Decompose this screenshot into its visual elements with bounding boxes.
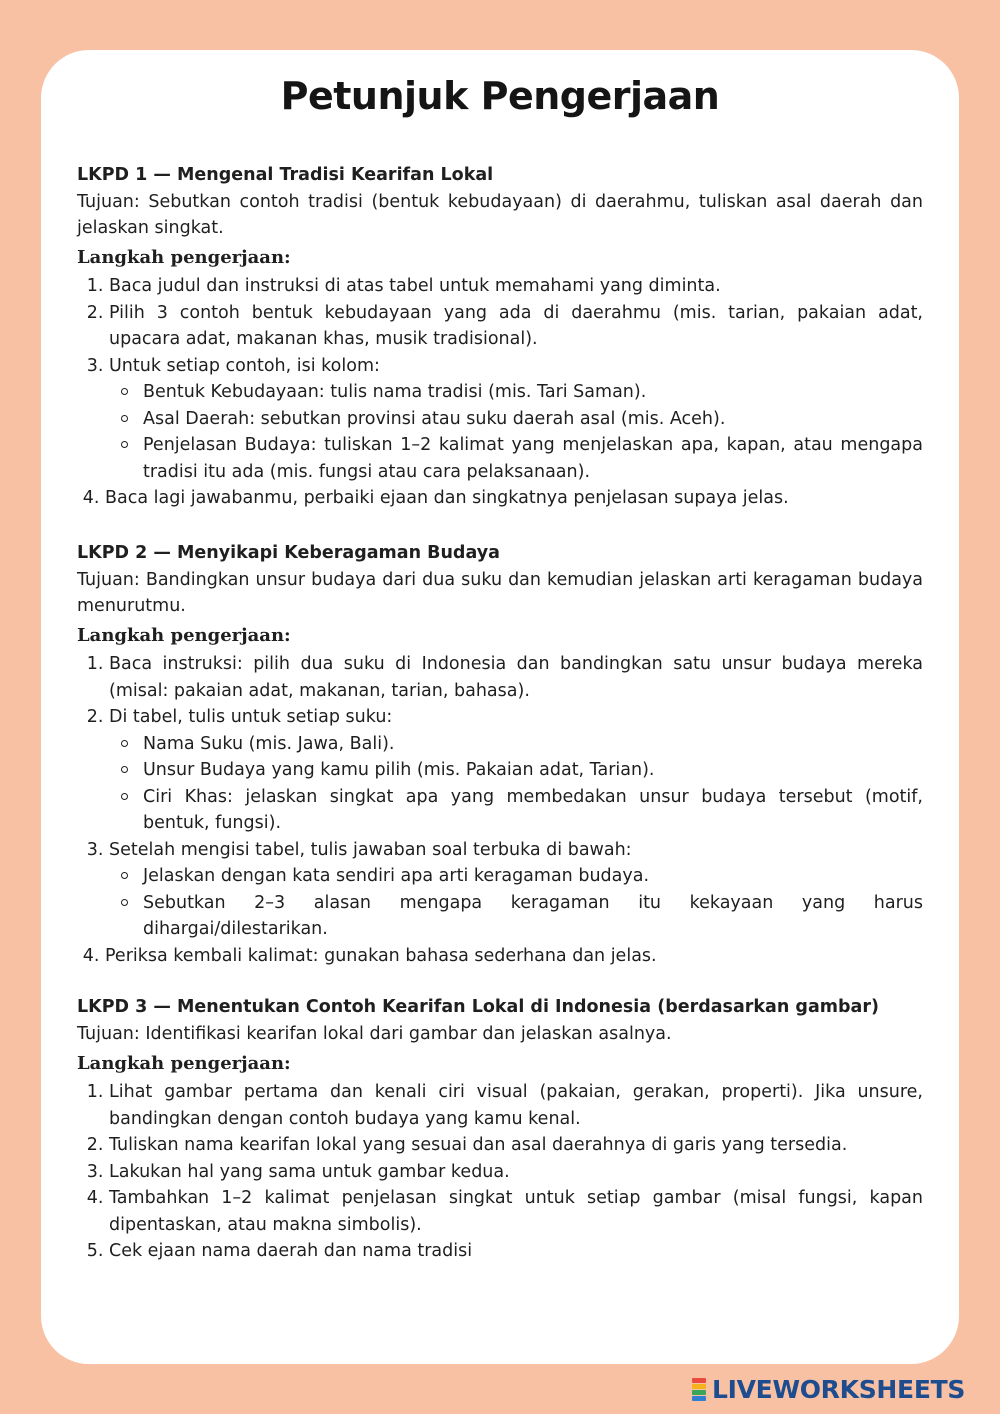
steps-heading: Langkah pengerjaan: (77, 247, 291, 268)
instruction-card (41, 50, 959, 1364)
list-item: 2. Pilih 3 contoh bentuk kebudayaan yang ada di daerahmu (mis. tarian, pakaian adat, upacara adat, makanan khas, musik tradisional). (109, 300, 923, 353)
sub-list (109, 731, 923, 837)
list-item: 4. Periksa kembali kalimat: gunakan bahasa sederhana dan jelas. (105, 943, 923, 970)
list-item: 3. Untuk setiap contoh, isi kolom: Bentuk Kebudayaan: tulis nama tradisi (mis. Tari Saman). Asal Daerah: sebutkan provinsi atau suku daerah asal (mis. Aceh). Penjelasan Budaya: tuliskan 1–2 kalimat yang menjelaskan apa, kapan, atau mengapa tradisi itu ada (mis. fungsi atau cara pelaksanaan). (109, 353, 923, 486)
list-item: 3. Lakukan hal yang sama untuk gambar kedua. (109, 1159, 923, 1186)
section-goal: Tujuan: Identifikasi kearifan lokal dari gambar dan jelaskan asalnya. (77, 1024, 672, 1044)
logo-icon (692, 1376, 708, 1402)
list-item: 3. Setelah mengisi tabel, tulis jawaban soal terbuka di bawah: Jelaskan dengan kata sendiri apa arti keragaman budaya. Sebutkan 2–3 alasan mengapa keragaman itu kekayaan yang harus dihargai/dilestarikan. (109, 837, 923, 943)
sub-list (109, 863, 923, 943)
section-lkpd-1 (77, 162, 923, 512)
sub-list (109, 379, 923, 485)
list-item: 1. Baca instruksi: pilih dua suku di Indonesia dan bandingkan satu unsur budaya mereka (misal: pakaian adat, makanan, tarian, bahasa). (109, 651, 923, 704)
list-item: 5. Cek ejaan nama daerah dan nama tradisi (109, 1238, 923, 1265)
list-item: 4. Tambahkan 1–2 kalimat penjelasan singkat untuk setiap gambar (misal fungsi, kapan dipentaskan, atau makna simbolis). (109, 1185, 923, 1238)
sub-list-item: Penjelasan Budaya: tuliskan 1–2 kalimat yang menjelaskan apa, kapan, atau mengapa tradisi itu ada (mis. fungsi atau cara pelaksanaan). (143, 432, 923, 485)
liveworksheets-logo (692, 1376, 965, 1402)
steps-heading: Langkah pengerjaan: (77, 625, 291, 646)
section-heading: LKPD 1 — Mengenal Tradisi Kearifan Lokal (77, 165, 494, 185)
steps-list (77, 273, 923, 512)
section-goal: Tujuan: Sebutkan contoh tradisi (bentuk kebudayaan) di daerahmu, tuliskan asal daerah dan jelaskan singkat. (77, 192, 923, 238)
sub-list-item: Nama Suku (mis. Jawa, Bali). (143, 731, 923, 758)
sub-list-item: Asal Daerah: sebutkan provinsi atau suku daerah asal (mis. Aceh). (143, 406, 923, 433)
sub-list-item: Bentuk Kebudayaan: tulis nama tradisi (mis. Tari Saman). (143, 379, 923, 406)
section-lkpd-2 (77, 540, 923, 969)
page-title: Petunjuk Pengerjaan (280, 74, 720, 118)
sub-list-item: Jelaskan dengan kata sendiri apa arti keragaman budaya. (143, 863, 923, 890)
list-item: 1. Lihat gambar pertama dan kenali ciri visual (pakaian, gerakan, properti). Jika unsure, bandingkan dengan contoh budaya yang kamu kenal. (109, 1079, 923, 1132)
section-lkpd-3 (77, 994, 923, 1265)
sub-list-item: Unsur Budaya yang kamu pilih (mis. Pakaian adat, Tarian). (143, 757, 923, 784)
list-item: 2. Di tabel, tulis untuk setiap suku: Nama Suku (mis. Jawa, Bali). Unsur Budaya yang kamu pilih (mis. Pakaian adat, Tarian). Ciri Khas: jelaskan singkat apa yang membedakan unsur budaya tersebut (motif, bentuk, fungsi). (109, 704, 923, 837)
list-item: 4. Baca lagi jawabanmu, perbaiki ejaan dan singkatnya penjelasan supaya jelas. (105, 485, 923, 512)
steps-list (77, 651, 923, 969)
sub-list-item: Ciri Khas: jelaskan singkat apa yang membedakan unsur budaya tersebut (motif, bentuk, fungsi). (143, 784, 923, 837)
steps-list (77, 1079, 923, 1265)
section-goal: Tujuan: Bandingkan unsur budaya dari dua suku dan kemudian jelaskan arti keragaman budaya menurutmu. (77, 570, 923, 616)
brand-name: LIVEWORKSHEETS (712, 1374, 966, 1404)
list-item: 1. Baca judul dan instruksi di atas tabel untuk memahami yang diminta. (109, 273, 923, 300)
sub-list-item: Sebutkan 2–3 alasan mengapa keragaman itu kekayaan yang harus dihargai/dilestarikan. (143, 890, 923, 943)
list-item: 2. Tuliskan nama kearifan lokal yang sesuai dan asal daerahnya di garis yang tersedia. (109, 1132, 923, 1159)
section-heading: LKPD 3 — Menentukan Contoh Kearifan Lokal di Indonesia (berdasarkan gambar) (77, 997, 879, 1017)
steps-heading: Langkah pengerjaan: (77, 1053, 291, 1074)
section-heading: LKPD 2 — Menyikapi Keberagaman Budaya (77, 543, 500, 563)
